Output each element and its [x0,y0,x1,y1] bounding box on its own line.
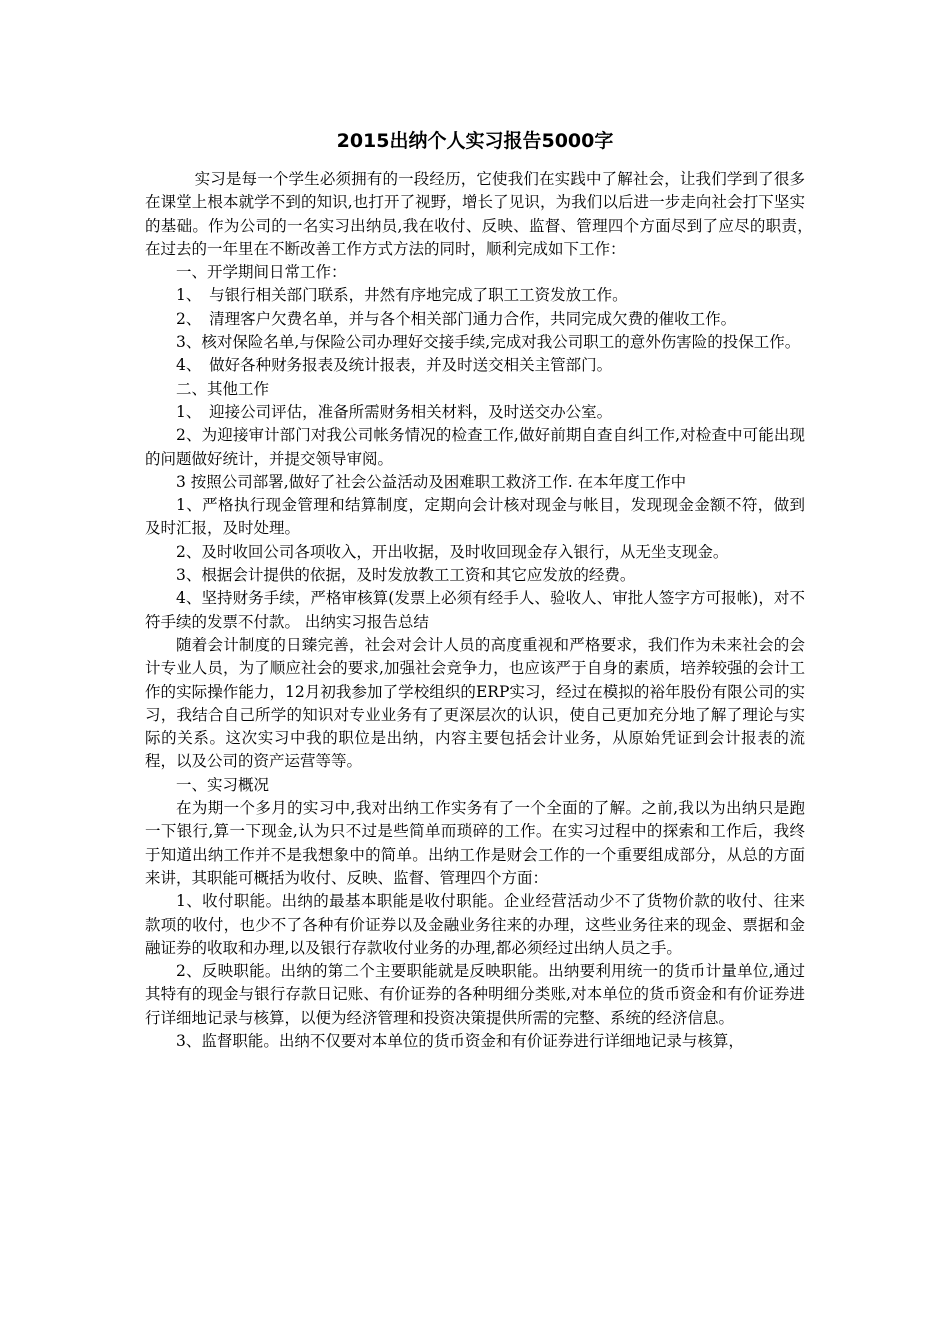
paragraph: 3、监督职能。出纳不仅要对本单位的货币资金和有价证券进行详细地记录与核算， [176,1031,744,1050]
paragraph: 2、反映职能。出纳的第二个主要职能就是反映职能。出纳要利用统一的货币计量单位,通过其特有的现金与银行存款日记账、有价证券的各种明细分类账,对本单位的货币资金和有价证券进行详细地记录与核算，以便为经济管理和投资决策提供所需的完整、系统的经济信息。 [145,962,805,1027]
paragraph: 2、为迎接审计部门对我公司帐务情况的检查工作,做好前期自查自纠工作,对检查中可能出现的问题做好统计，并提交领导审阅。 [145,426,805,468]
paragraph: 3、根据会计提供的依据，及时发放教工工资和其它应发放的经费。 [176,566,636,585]
paragraph: 1、收付职能。出纳的最基本职能是收付职能。企业经营活动少不了货物价款的收付、往来款项的收付，也少不了各种有价证券以及金融业务往来的办理，这些业务往来的现金、票据和金融证券的收取和办理,以及银行存款收付业务的办理,都必须经过出纳人员之手。 [145,892,805,957]
paragraph: 3、核对保险名单,与保险公司办理好交接手续,完成对我公司职工的意外伤害险的投保工作。 [176,333,801,352]
section-heading: 一、开学期间日常工作： [176,263,347,282]
paragraph: 4、坚持财务手续，严格审核算(发票上必须有经手人、验收人、审批人签字方可报帐)，对不符手续的发票不付款。 出纳实习报告总结 [145,589,805,631]
paragraph: 1、严格执行现金管理和结算制度，定期向会计核对现金与帐目，发现现金金额不符，做到及时汇报，及时处理。 [145,496,805,538]
paragraph: 1、 与银行相关部门联系，井然有序地完成了职工工资发放工作。 [176,286,628,305]
section-heading: 二、其他工作 [176,379,270,398]
paragraph: 3 按照公司部署,做好了社会公益活动及困难职工救济工作. 在本年度工作中 [176,472,687,491]
document-title: 2015出纳个人实习报告5000字 [336,130,614,152]
paragraph: 实习是每一个学生必须拥有的一段经历，它使我们在实践中了解社会，让我们学到了很多在课堂上根本就学不到的知识,也打开了视野，增长了见识，为我们以后进一步走向社会打下坚实的基础。作为公司的一名实习出纳员,我在收付、反映、监督、管理四个方面尽到了应尽的职责， 在过去的一年里在不断改善工作方式方法的同时，顺利完成如下工作： [145,170,821,258]
paragraph: 2、 清理客户欠费名单，并与各个相关部门通力合作，共同完成欠费的催收工作。 [176,309,737,328]
section-heading: 一、实习概况 [176,775,270,794]
paragraph: 1、 迎接公司评估，准备所需财务相关材料，及时送交办公室。 [176,402,613,421]
paragraph: 在为期一个多月的实习中,我对出纳工作实务有了一个全面的了解。之前,我以为出纳只是跑一下银行,算一下现金,认为只不过是些简单而琐碎的工作。在实习过程中的探索和工作后，我终于知道出纳工作并不是我想象中的简单。出纳工作是财会工作的一个重要组成部分，从总的方面来讲，其职能可概括为收付、反映、监督、管理四个方面： [145,799,805,887]
document-page [145,128,821,1053]
paragraph: 4、 做好各种财务报表及统计报表，并及时送交相关主管部门。 [176,356,613,375]
paragraph: 随着会计制度的日臻完善，社会对会计人员的高度重视和严格要求，我们作为未来社会的会计专业人员，为了顺应社会的要求,加强社会竞争力，也应该严于自身的素质，培养较强的会计工作的实际操作能力，12月初我参加了学校组织的ERP实习，经过在模拟的裕年股份有限公司的实习，我结合自己所学的知识对专业业务有了更深层次的认识，使自己更加充分地了解了理论与实际的关系。这次实习中我的职位是出纳，内容主要包括会计业务，从原始凭证到会计报表的流程，以及公司的资产运营等等。 [145,635,805,771]
paragraph: 2、及时收回公司各项收入，开出收据，及时收回现金存入银行，从无坐支现金。 [176,542,729,561]
